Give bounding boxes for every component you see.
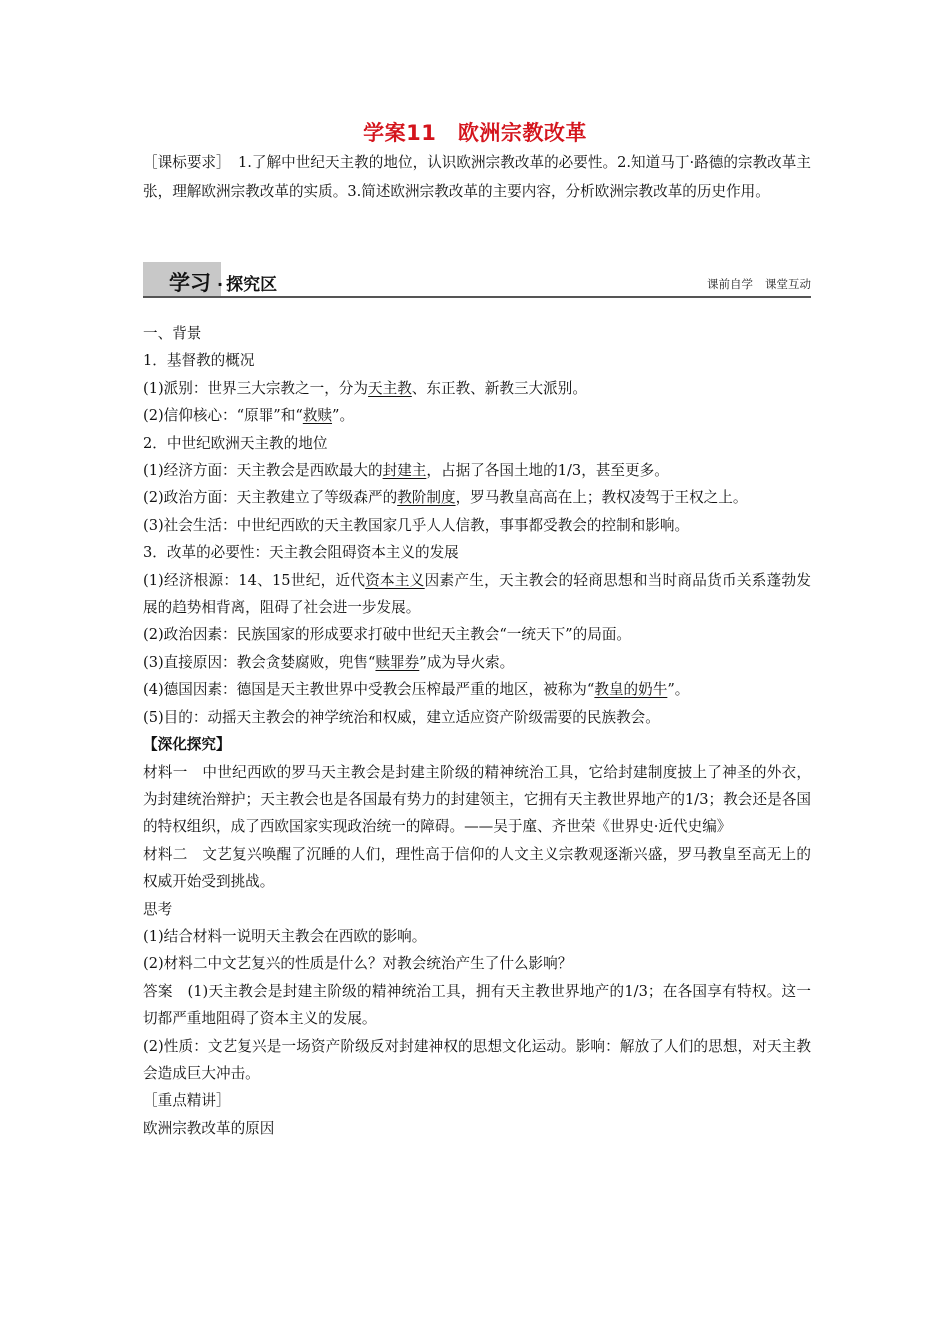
question-two: (2)材料二中文艺复兴的性质是什么？对教会统治产生了什么影响？ xyxy=(143,955,573,973)
question-one: (1)结合材料一说明天主教会在西欧的影响。 xyxy=(143,927,427,945)
answer-two: (2)性质：文艺复兴是一场资产阶级反对封建神权的思想文化运动。影响：解放了人们的思想，对天主教会造成巨大冲击。 xyxy=(143,1037,811,1082)
section-heading xyxy=(169,267,277,297)
blank-answer: 救赎 xyxy=(302,407,333,425)
paragraph-social-life: (3)社会生活：中世纪西欧的天主教国家几乎人人信教，事事都受教会的控制和影响。 xyxy=(143,516,690,534)
paragraph-economic-root: (1)经济根源：14、15世纪，近代资本主义因素产生，天主教会的轻商思想和当时商品货币关系蓬勃发展的趋势相背离，阻碍了社会进一步发展。 xyxy=(143,571,811,617)
subheading-catholic-status: 2．中世纪欧洲天主教的地位 xyxy=(143,434,328,452)
section-tags xyxy=(707,276,811,292)
blank-answer: 天主教 xyxy=(368,379,412,397)
section-heading-dot: · xyxy=(217,275,224,294)
section-tag-self-study: 课前自学 xyxy=(707,277,753,291)
heading-think: 思考 xyxy=(143,900,173,918)
paragraph-direct-cause: (3)直接原因：教会贪婪腐败，兜售“赎罪券”成为导火索。 xyxy=(143,653,515,671)
subheading-christianity: 1．基督教的概况 xyxy=(143,352,255,370)
section-header xyxy=(143,256,811,298)
paragraph-faith-core: (2)信仰核心：“原罪”和“救赎”。 xyxy=(143,407,355,425)
paragraph-economy: (1)经济方面：天主教会是西欧最大的封建主，占据了各国土地的1/3，甚至更多。 xyxy=(143,462,669,480)
paragraph-political-factor: (2)政治因素：民族国家的形成要求打破中世纪天主教会“一统天下”的局面。 xyxy=(143,626,632,644)
blank-answer: 赎罪券 xyxy=(375,653,420,671)
subheading-necessity: 3．改革的必要性：天主教会阻碍资本主义的发展 xyxy=(143,544,459,562)
blank-answer: 资本主义 xyxy=(365,571,425,589)
blank-answer: 封建主 xyxy=(382,462,427,480)
paragraph-purpose: (5)目的：动摇天主教会的神学统治和权威，建立适应资产阶级需要的民族教会。 xyxy=(143,708,660,726)
blank-answer: 教阶制度 xyxy=(397,489,456,507)
material-two: 材料二 文艺复兴唤醒了沉睡的人们，理性高于信仰的人文主义宗教观逐渐兴盛，罗马教皇至高无上的权威开始受到挑战。 xyxy=(143,845,811,891)
heading-key-points: ［重点精讲］ xyxy=(143,1092,231,1110)
page-title: 学案11 欧洲宗教改革 xyxy=(363,121,587,145)
curriculum-requirements: ［课标要求］ 1.了解中世纪天主教的地位，认识欧洲宗教改革的必要性。2.知道马丁·路德的宗教改革主张，理解欧洲宗教改革的实质。3.简述欧洲宗教改革的主要内容，分析欧洲宗教改革的历史作用。 xyxy=(143,154,811,200)
material-one: 材料一 中世纪西欧的罗马天主教会是封建主阶级的精神统治工具，它给封建制度披上了神圣的外衣，为封建统治辩护；天主教会也是各国最有势力的封建领主，它拥有天主教世界地产的1/3；教会还是各国的特权组织，成了西欧国家实现政治统一的障碍。——吴于廑、齐世荣《世界史·近代史编》 xyxy=(143,763,811,836)
paragraph-politics: (2)政治方面：天主教建立了等级森严的教阶制度，罗马教皇高高在上；教权凌驾于王权之上。 xyxy=(143,489,748,507)
section-heading-sub: 探究区 xyxy=(226,275,278,295)
subheading-causes: 欧洲宗教改革的原因 xyxy=(143,1119,275,1137)
section-heading-main: 学习 xyxy=(169,271,211,295)
heading-deep-inquiry: 【深化探究】 xyxy=(143,736,231,754)
answer-one: 答案 (1)天主教会是封建主阶级的精神统治工具，拥有天主教世界地产的1/3；在各国享有特权。这一切都严重地阻碍了资本主义的发展。 xyxy=(143,982,811,1028)
paragraph-germany: (4)德国因素：德国是天主教世界中受教会压榨最严重的地区，被称为“教皇的奶牛”。 xyxy=(143,681,690,699)
heading-background: 一、背景 xyxy=(143,325,202,342)
main-content xyxy=(143,320,811,1142)
paragraph-branches: (1)派别：世界三大宗教之一，分为天主教、东正教、新教三大派别。 xyxy=(143,379,587,397)
section-tag-classroom: 课堂互动 xyxy=(765,277,811,291)
blank-answer: 教皇的奶牛 xyxy=(594,681,668,699)
